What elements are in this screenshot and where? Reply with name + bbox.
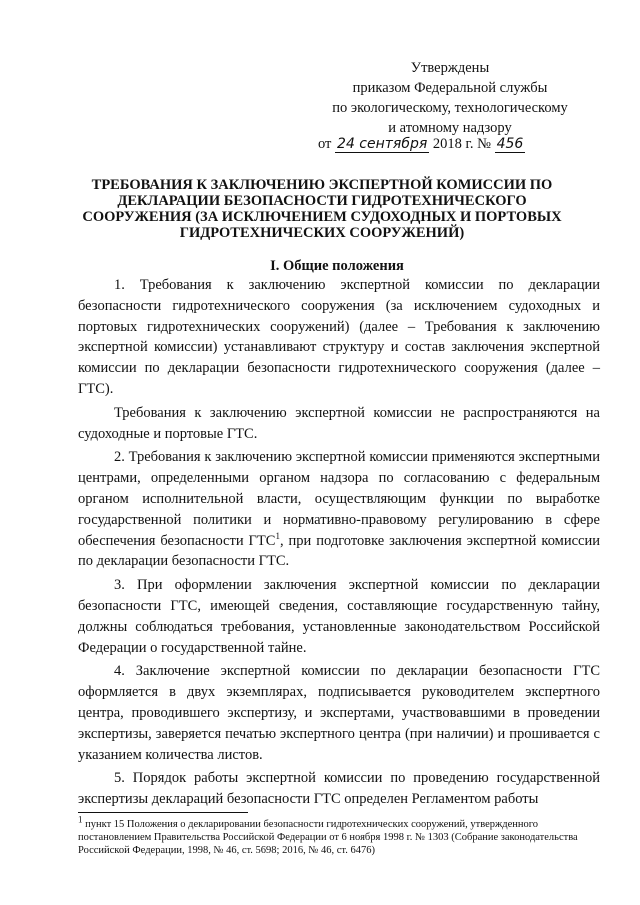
document-body	[78, 275, 600, 813]
approval-line: и атомному надзору	[388, 120, 512, 136]
approval-line: приказом Федеральной службы	[352, 80, 548, 96]
paragraph-2	[78, 447, 600, 572]
order-date-line	[318, 134, 618, 154]
document-title: ТРЕБОВАНИЯ К ЗАКЛЮЧЕНИЮ ЭКСПЕРТНОЙ КОМИССИИ ПО ДЕКЛАРАЦИИ БЕЗОПАСНОСТИ ГИДРОТЕХНИЧЕСКОГО СООРУЖЕНИЯ (ЗА ИСКЛЮЧЕНИЕМ СУДОХОДНЫХ И ПОРТОВЫХ ГИДРОТЕХНИЧЕСКИХ СООРУЖЕНИЙ)	[82, 177, 562, 241]
section-heading: I. Общие положения	[270, 258, 404, 274]
order-number-handwritten: 456	[496, 136, 524, 152]
order-prefix: от	[318, 136, 332, 152]
approval-block	[300, 58, 600, 138]
footnote-marker: 1	[78, 814, 83, 825]
paragraph-1: 1. Требования к заключению экспертной комиссии по декларации безопасности гидротехнического сооружения (за исключением судоходных и портовых гидротехнических сооружений) (далее – Требования к заключению экспертной комиссии) устанавливают структуру и состав заключения экспертной комиссии по декларации безопасности гидротехнического сооружения (далее – ГТС).	[78, 277, 600, 397]
order-year: 2018 г. №	[432, 136, 491, 152]
paragraph-3: 3. При оформлении заключения экспертной комиссии по декларации безопасности ГТС, имеющей сведения, составляющие государственную тайну, должны соблюдаться требования, установленные законодательством Российской Федерации о государственной тайне.	[78, 577, 600, 656]
paragraph-2-text-end: , при подготовке заключения экспертной комиссии по декларации безопасности ГТС.	[78, 532, 600, 570]
paragraph-1-note: Требования к заключению экспертной комиссии не распространяются на судоходные и портовые ГТС.	[78, 404, 600, 442]
approval-line: Утверждены	[410, 60, 490, 76]
footnote-reference: 1	[275, 530, 280, 541]
order-date-handwritten: 24 сентября	[337, 136, 428, 152]
footnote-text: пункт 15 Положения о декларировании безопасности гидротехнических сооружений, утвержденного постановлением Правительства Российской Федерации от 6 ноября 1998 г. № 1303 (Собрание законодательства Российской Федерации, 1998, № 46, ст. 5698; 2016, № 46, ст. 6476)	[78, 819, 578, 856]
paragraph-5: 5. Порядок работы экспертной комиссии по проведению государственной экспертизы деклараций безопасности ГТС определен Регламентом работы	[78, 770, 600, 808]
footnote-divider	[78, 812, 248, 813]
approval-line: по экологическому, технологическому	[332, 100, 568, 116]
paragraph-4: 4. Заключение экспертной комиссии по декларации безопасности ГТС оформляется в двух экземплярах, подписывается руководителем экспертного центра, проводившего экспертизу, и экспертами, участвовавшими в проведении экспертизы, заверяется печатью экспертного центра (при наличии) и прошивается с указанием количества листов.	[78, 663, 600, 763]
footnote	[78, 814, 588, 857]
paragraph-2-text: 2. Требования к заключению экспертной комиссии применяются экспертными центрами, определенными органом надзора по согласованию с федеральным органом исполнительной власти, осуществляющим функции по выработке государственной политики и нормативно-правовому регулированию в сфере обеспечения безопасности ГТС	[78, 449, 600, 549]
